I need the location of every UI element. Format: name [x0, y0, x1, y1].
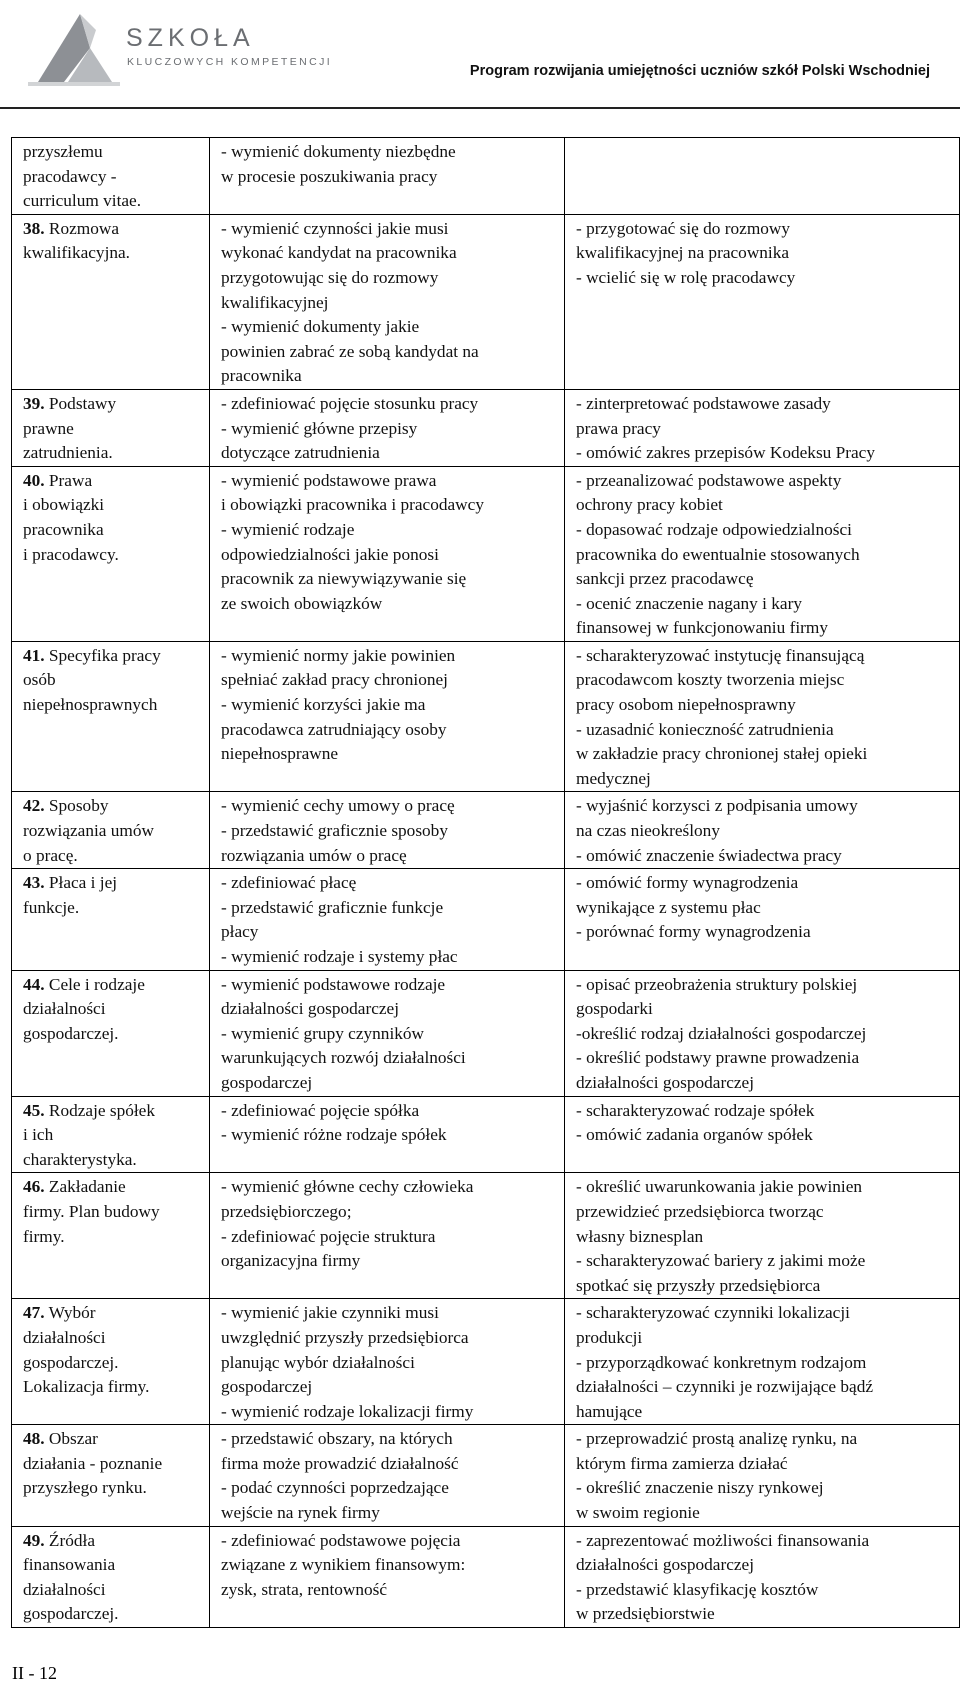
topic-number: 39. — [23, 393, 45, 413]
skills-cell — [565, 138, 960, 215]
cell-line: rozwiązania umów o pracę — [221, 845, 407, 865]
cell-line: pracy osobom niepełnosprawny — [576, 695, 796, 715]
cell-line: i obowiązki pracownika i pracodawcy — [221, 495, 484, 515]
topic-number: 45. — [23, 1100, 45, 1120]
cell-line: - wymienić grupy czynników — [221, 1023, 425, 1043]
cell-line: - wymienić dokumenty jakie — [221, 317, 420, 337]
topic-line — [23, 392, 203, 417]
topic-line: Lokalizacja firmy. — [23, 1377, 150, 1397]
topic-line — [23, 1099, 203, 1124]
topic-line: gospodarczej. — [23, 1352, 119, 1372]
cell-line: - zdefiniować pojęcie stosunku pracy — [221, 393, 479, 413]
topic-line: przyszłego rynku. — [23, 1478, 147, 1498]
logo-title: SZKOŁA — [126, 24, 255, 52]
topic-line — [23, 871, 203, 896]
cell-line: działalności gospodarczej — [576, 1555, 755, 1575]
cell-line: - scharakteryzować rodzaje spółek — [576, 1100, 815, 1120]
topic-line — [23, 217, 203, 242]
topic-text: Podstawy — [44, 393, 117, 413]
cell-line: gospodarczej — [221, 1377, 313, 1397]
topic-cell — [12, 641, 210, 792]
topic-text: Rodzaje spółek — [44, 1100, 155, 1120]
knowledge-cell — [210, 1096, 565, 1173]
cell-line: - przedstawić graficznie sposoby — [221, 821, 448, 841]
cell-line: - wymienić różne rodzaje spółek — [221, 1125, 447, 1145]
cell-line: - wymienić podstawowe rodzaje — [221, 974, 446, 994]
topic-cell — [12, 1526, 210, 1627]
cell-line: działalności – czynniki je rozwijające bądź — [576, 1377, 874, 1397]
topic-line: o pracę. — [23, 845, 78, 865]
topic-cell — [12, 1096, 210, 1173]
topic-line: działalności — [23, 999, 106, 1019]
topic-line: i ich — [23, 1125, 54, 1145]
knowledge-cell — [210, 1526, 565, 1627]
topic-text: Sposoby — [44, 796, 109, 816]
cell-line: w przedsiębiorstwie — [576, 1604, 715, 1624]
topic-line: prawne — [23, 418, 74, 438]
cell-line: w swoim regionie — [576, 1503, 700, 1523]
cell-line: pracownika do ewentualnie stosowanych — [576, 544, 860, 564]
cell-line: wejście na rynek firmy — [221, 1503, 380, 1523]
table-row — [12, 869, 960, 970]
skills-cell — [565, 641, 960, 792]
cell-line: firma może prowadzić działalność — [221, 1453, 459, 1473]
cell-line: - zdefiniować pojęcie struktura — [221, 1226, 436, 1246]
cell-line: - opisać przeobrażenia struktury polskiej — [576, 974, 858, 994]
cell-line: - wymienić cechy umowy o pracę — [221, 796, 455, 816]
topic-number: 42. — [23, 796, 45, 816]
cell-line: na czas nieokreślony — [576, 821, 720, 841]
skills-cell — [565, 466, 960, 641]
topic-line: gospodarczej. — [23, 1604, 119, 1624]
table-row — [12, 1526, 960, 1627]
cell-line: ochrony pracy kobiet — [576, 495, 723, 515]
cell-line: w procesie poszukiwania pracy — [221, 166, 438, 186]
knowledge-cell — [210, 1425, 565, 1526]
topic-line — [23, 469, 203, 494]
cell-line: wynikające z systemu płac — [576, 897, 761, 917]
cell-line: - przedstawić graficznie funkcje — [221, 897, 444, 917]
topic-text: Wybór — [44, 1303, 96, 1323]
skills-cell — [565, 1173, 960, 1299]
cell-line: - wcielić się w rolę pracodawcy — [576, 267, 796, 287]
topic-line: działalności — [23, 1327, 106, 1347]
cell-line: - wymienić czynności jakie musi — [221, 218, 449, 238]
topic-line: kwalifikacyjna. — [23, 243, 131, 263]
cell-line: planując wybór działalności — [221, 1352, 415, 1372]
topic-number: 49. — [23, 1530, 45, 1550]
cell-line: - scharakteryzować instytucję finansującą — [576, 645, 865, 665]
table-row — [12, 466, 960, 641]
cell-line: kwalifikacyjnej na pracownika — [576, 243, 790, 263]
cell-line: - zdefiniować pojęcie spółka — [221, 1100, 420, 1120]
cell-line: produkcji — [576, 1327, 643, 1347]
cell-line: - omówić znaczenie świadectwa pracy — [576, 845, 842, 865]
topic-cell — [12, 869, 210, 970]
cell-line: sankcji przez pracodawcę — [576, 569, 754, 589]
topic-text: Źródła — [44, 1530, 95, 1550]
cell-line: kwalifikacyjnej — [221, 292, 329, 312]
cell-line: w zakładzie pracy chronionej stałej opieki — [576, 744, 868, 764]
cell-line: - wymienić rodzaje i systemy płac — [221, 947, 458, 966]
cell-line: - omówić zadania organów spółek — [576, 1125, 813, 1145]
cell-line: - scharakteryzować czynniki lokalizacji — [576, 1303, 850, 1323]
logo-subtitle: KLUCZOWYCH KOMPETENCJI — [127, 56, 333, 68]
cell-line: - ocenić znaczenie nagany i kary — [576, 593, 802, 613]
topic-line — [23, 1301, 203, 1326]
topic-cell — [12, 466, 210, 641]
skills-cell — [565, 1299, 960, 1425]
topic-line: finansowania — [23, 1555, 116, 1575]
topic-line: przyszłemu — [23, 142, 103, 161]
cell-line: - porównać formy wynagrodzenia — [576, 922, 811, 942]
table-row — [12, 1299, 960, 1425]
topic-text: Płaca i jej — [44, 873, 118, 893]
cell-line: przewidzieć przedsiębiorca tworząc — [576, 1201, 824, 1221]
topic-line: rozwiązania umów — [23, 821, 154, 841]
skills-cell — [565, 214, 960, 389]
cell-line: - scharakteryzować bariery z jakimi może — [576, 1251, 866, 1271]
knowledge-cell — [210, 138, 565, 215]
table-row — [12, 1096, 960, 1173]
cell-line: - omówić formy wynagrodzenia — [576, 873, 799, 893]
cell-line: odpowiedzialności jakie ponosi — [221, 544, 439, 564]
page-header — [0, 0, 960, 112]
topic-cell — [12, 214, 210, 389]
cell-line: spotkać się przyszły przedsiębiorca — [576, 1275, 821, 1295]
topic-line: charakterystyka. — [23, 1149, 137, 1169]
topic-cell — [12, 1173, 210, 1299]
skills-cell — [565, 1096, 960, 1173]
cell-line: zysk, strata, rentowność — [221, 1579, 388, 1599]
table-row — [12, 792, 960, 869]
topic-text: Cele i rodzaje — [44, 974, 145, 994]
cell-line: gospodarki — [576, 999, 653, 1019]
knowledge-cell — [210, 792, 565, 869]
cell-line: - zaprezentować możliwości finansowania — [576, 1530, 870, 1550]
cell-line: - wymienić główne cechy człowieka — [221, 1177, 474, 1197]
topic-cell — [12, 792, 210, 869]
topic-line: pracodawcy - — [23, 166, 117, 186]
cell-line: - wymienić główne przepisy — [221, 418, 418, 438]
topic-number: 46. — [23, 1177, 45, 1197]
cell-line: przedsiębiorczego; — [221, 1201, 352, 1221]
topic-text: Zakładanie — [44, 1177, 126, 1197]
topic-line — [23, 794, 203, 819]
page-number: II - 12 — [12, 1663, 57, 1683]
topic-line: działania - poznanie — [23, 1453, 163, 1473]
table-row — [12, 970, 960, 1096]
cell-line: - podać czynności poprzedzające — [221, 1478, 449, 1498]
program-title: Program rozwijania umiejętności uczniów szkół Polski Wschodniej — [469, 63, 930, 79]
topic-line: osób — [23, 670, 56, 690]
skills-cell — [565, 792, 960, 869]
cell-line: niepełnosprawne — [221, 744, 339, 764]
topic-number: 44. — [23, 974, 45, 994]
curriculum-table-container — [11, 137, 960, 1628]
topic-line: i pracodawcy. — [23, 544, 119, 564]
cell-line: - przedstawić obszary, na których — [221, 1429, 453, 1449]
table-row — [12, 641, 960, 792]
header-divider — [0, 107, 960, 109]
topic-line: zatrudnienia. — [23, 443, 113, 463]
cell-line: płacy — [221, 922, 259, 942]
cell-line: ze swoich obowiązków — [221, 593, 383, 613]
knowledge-cell — [210, 970, 565, 1096]
skills-cell — [565, 389, 960, 466]
cell-line: - przyporządkować konkretnym rodzajom — [576, 1352, 867, 1372]
knowledge-cell — [210, 641, 565, 792]
cell-line: dotyczące zatrudnienia — [221, 443, 380, 463]
topic-line — [23, 644, 203, 669]
cell-line: - dopasować rodzaje odpowiedzialności — [576, 519, 852, 539]
cell-line: - wymienić normy jakie powinien — [221, 645, 456, 665]
cell-line: działalności gospodarczej — [221, 999, 400, 1019]
cell-line: - przeprowadzić prostą analizę rynku, na — [576, 1429, 858, 1449]
skills-cell — [565, 1526, 960, 1627]
table-row — [12, 1425, 960, 1526]
cell-line: - wymienić rodzaje lokalizacji firmy — [221, 1401, 474, 1421]
topic-cell — [12, 138, 210, 215]
topic-number: 47. — [23, 1303, 45, 1323]
topic-line: curriculum vitae. — [23, 191, 142, 211]
cell-line: pracownik za niewywiązywanie się — [221, 569, 467, 589]
skills-cell — [565, 1425, 960, 1526]
cell-line: - wymienić korzyści jakie ma — [221, 695, 426, 715]
table-row — [12, 214, 960, 389]
topic-number: 43. — [23, 873, 45, 893]
table-row — [12, 1173, 960, 1299]
cell-line: pracodawcom koszty tworzenia miejsc — [576, 670, 845, 690]
cell-line: medycznej — [576, 768, 651, 788]
cell-line: - zdefiniować podstawowe pojęcia — [221, 1530, 461, 1550]
topic-line — [23, 973, 203, 998]
cell-line: -określić rodzaj działalności gospodarczej — [576, 1023, 867, 1043]
topic-text: Specyfika pracy — [44, 645, 161, 665]
cell-line: - omówić zakres przepisów Kodeksu Pracy — [576, 443, 875, 463]
cell-line: - zdefiniować płacę — [221, 873, 357, 893]
cell-line: którym firma zamierza działać — [576, 1453, 788, 1473]
cell-line: przygotowując się do rozmowy — [221, 267, 439, 287]
knowledge-cell — [210, 389, 565, 466]
cell-line: związane z wynikiem finansowym: — [221, 1555, 466, 1575]
table-row — [12, 389, 960, 466]
knowledge-cell — [210, 869, 565, 970]
knowledge-cell — [210, 214, 565, 389]
curriculum-table — [11, 137, 960, 1628]
skills-cell — [565, 970, 960, 1096]
cell-line: pracownika — [221, 366, 302, 386]
cell-line: powinien zabrać ze sobą kandydat na — [221, 341, 479, 361]
cell-line: - wymienić rodzaje — [221, 519, 355, 539]
topic-number: 40. — [23, 470, 45, 490]
cell-line: - wymienić podstawowe prawa — [221, 470, 437, 490]
topic-line: pracownika — [23, 519, 104, 539]
topic-cell — [12, 389, 210, 466]
school-logo-icon — [28, 8, 120, 88]
topic-line: i obowiązki — [23, 495, 105, 515]
topic-text: Obszar — [44, 1429, 98, 1449]
cell-line: - zinterpretować podstawowe zasady — [576, 393, 831, 413]
cell-line: działalności gospodarczej — [576, 1072, 755, 1092]
cell-line: - wymienić dokumenty niezbędne — [221, 142, 456, 161]
knowledge-cell — [210, 1299, 565, 1425]
topic-cell — [12, 1299, 210, 1425]
cell-line: hamujące — [576, 1401, 643, 1421]
cell-line: wykonać kandydat na pracownika — [221, 243, 457, 263]
cell-line: - wyjaśnić korzysci z podpisania umowy — [576, 796, 858, 816]
cell-line: - przedstawić klasyfikację kosztów — [576, 1579, 819, 1599]
topic-line — [23, 1427, 203, 1452]
topic-number: 41. — [23, 645, 45, 665]
cell-line: prawa pracy — [576, 418, 661, 438]
cell-line: własny biznesplan — [576, 1226, 704, 1246]
table-row — [12, 138, 960, 215]
topic-text: Rozmowa — [44, 218, 119, 238]
topic-number: 38. — [23, 218, 45, 238]
cell-line: - określić uwarunkowania jakie powinien — [576, 1177, 863, 1197]
topic-line: niepełnosprawnych — [23, 695, 158, 715]
topic-cell — [12, 1425, 210, 1526]
cell-line: - określić podstawy prawne prowadzenia — [576, 1048, 860, 1068]
cell-line: warunkujących rozwój działalności — [221, 1048, 466, 1068]
cell-line: spełniać zakład pracy chronionej — [221, 670, 448, 690]
topic-cell — [12, 970, 210, 1096]
cell-line: organizacyjna firmy — [221, 1251, 361, 1271]
topic-line: firmy. Plan budowy — [23, 1201, 160, 1221]
cell-line: gospodarczej — [221, 1072, 313, 1092]
cell-line: finansowej w funkcjonowaniu firmy — [576, 618, 828, 638]
topic-line: funkcje. — [23, 897, 80, 917]
topic-line: działalności — [23, 1579, 106, 1599]
topic-line: firmy. — [23, 1226, 65, 1246]
cell-line: - przeanalizować podstawowe aspekty — [576, 470, 842, 490]
topic-number: 48. — [23, 1429, 45, 1449]
topic-line: gospodarczej. — [23, 1023, 119, 1043]
cell-line: uwzględnić przyszły przedsiębiorca — [221, 1327, 469, 1347]
topic-line — [23, 1529, 203, 1554]
skills-cell — [565, 869, 960, 970]
cell-line: - uzasadnić konieczność zatrudnienia — [576, 719, 834, 739]
cell-line: - wymienić jakie czynniki musi — [221, 1303, 439, 1323]
topic-text: Prawa — [44, 470, 93, 490]
knowledge-cell — [210, 466, 565, 641]
cell-line: - przygotować się do rozmowy — [576, 218, 791, 238]
knowledge-cell — [210, 1173, 565, 1299]
topic-line — [23, 1175, 203, 1200]
cell-line: pracodawca zatrudniający osoby — [221, 719, 447, 739]
cell-line: - określić znaczenie niszy rynkowej — [576, 1478, 824, 1498]
